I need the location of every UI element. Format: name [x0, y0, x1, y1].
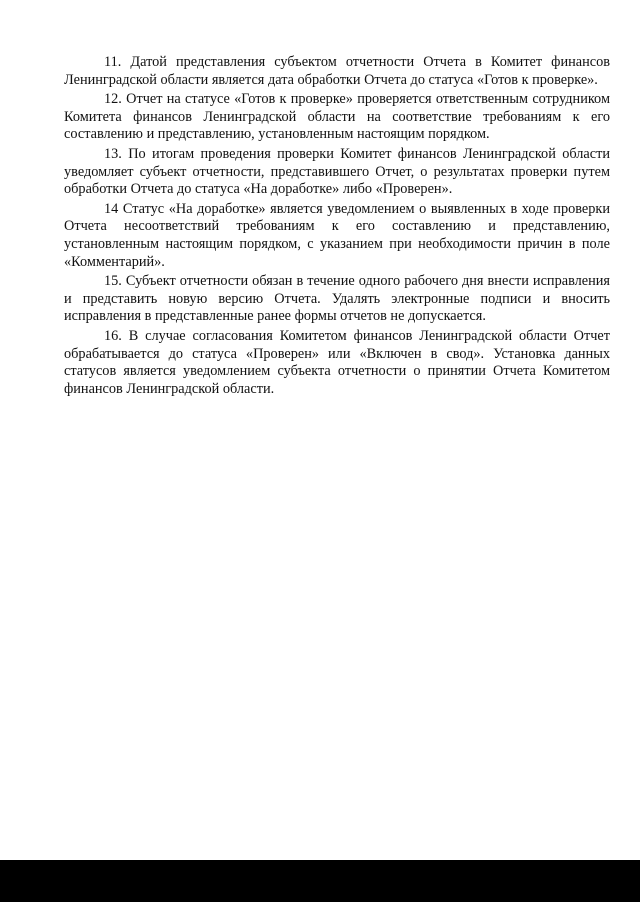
scan-bottom-border	[0, 860, 640, 902]
document-body	[64, 54, 610, 398]
paragraph-14: 14 Статус «На доработке» является уведомлением о выявленных в ходе проверки Отчета несоответствий требованиям к его составлению и представлению, установленным настоящим порядком, с указанием при необходимости причин в поле «Комментарий».	[64, 200, 610, 270]
paragraph-15: 15. Субъект отчетности обязан в течение одного рабочего дня внести исправления и представить новую версию Отчета. Удалять электронные подписи и вносить исправления в представленные ранее формы отчетов не допускается.	[64, 273, 610, 325]
paragraph-11: 11. Датой представления субъектом отчетности Отчета в Комитет финансов Ленинградской области является дата обработки Отчета до статуса «Готов к проверке».	[64, 54, 610, 88]
paragraph-13: 13. По итогам проведения проверки Комитет финансов Ленинградской области уведомляет субъект отчетности, представившего Отчет, о результатах проверки путем обработки Отчета до статуса «На доработке» либо «Проверен».	[64, 145, 610, 198]
paragraph-12: 12. Отчет на статусе «Готов к проверке» проверяется ответственным сотрудником Комитета финансов Ленинградской области на соответствие требованиям к его составлению и представлению, установленным настоящим порядком.	[64, 91, 610, 143]
paragraph-16: 16. В случае согласования Комитетом финансов Ленинградской области Отчет обрабатывается до статуса «Проверен» или «Включен в свод». Установка данных статусов является уведомлением субъекта отчетности о принятии Отчета Комитетом финансов Ленинградской области.	[64, 327, 610, 397]
